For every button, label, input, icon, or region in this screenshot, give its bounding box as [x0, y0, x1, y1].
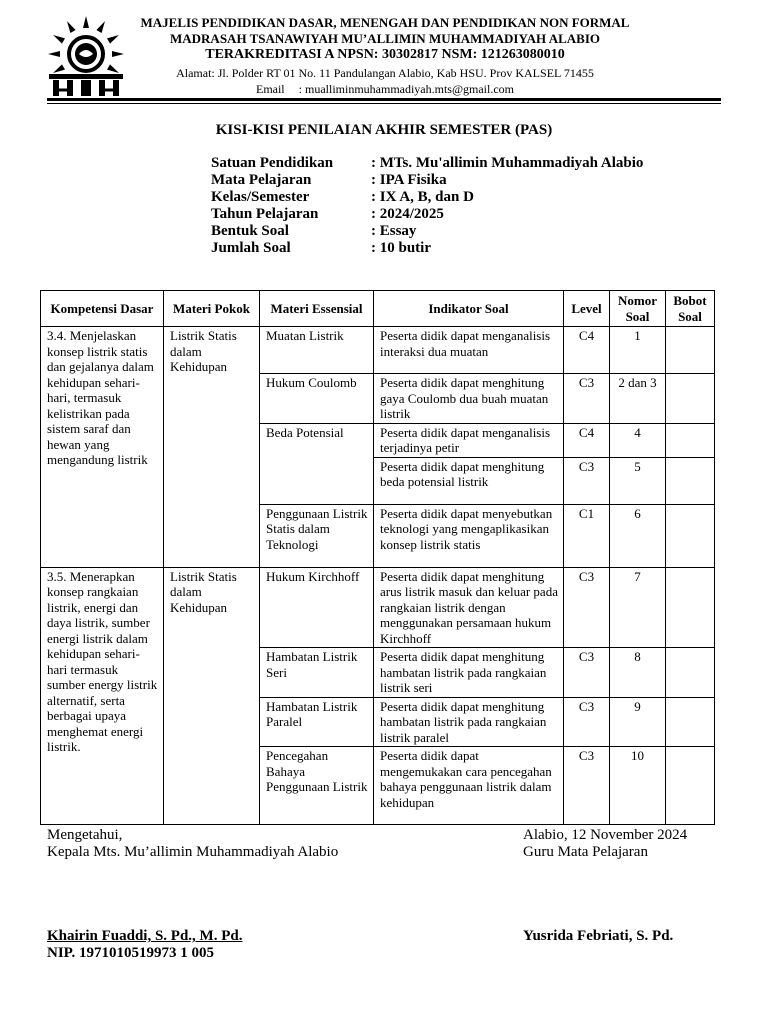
materi-essensial-cell: Hambatan Listrik Paralel [260, 697, 374, 747]
indikator-cell: Peserta didik dapat menyebutkan teknologi yang mengaplikasikan konsep listrik statis [374, 504, 564, 567]
materi-essensial-cell: Penggunaan Listrik Statis dalam Teknologi [260, 504, 374, 567]
nomor-cell: 6 [610, 504, 666, 567]
kisi-kisi-table [40, 290, 715, 825]
materi-essensial-cell: Beda Potensial [260, 423, 374, 504]
document-info-table [211, 155, 643, 257]
signature-left-line1: Mengetahui, [47, 827, 123, 843]
level-cell: C3 [564, 374, 610, 424]
materi-pokok-cell: Listrik Statis dalam Kehidupan [164, 567, 260, 825]
info-value: : IPA Fisika [371, 172, 447, 188]
nomor-cell: 5 [610, 457, 666, 504]
indikator-cell: Peserta didik dapat menghitung hambatan listrik pada rangkaian listrik paralel [374, 697, 564, 747]
info-label: Tahun Pelajaran [211, 206, 319, 222]
bobot-cell [666, 327, 715, 374]
signature-left-heading [47, 827, 338, 861]
level-cell: C3 [564, 648, 610, 698]
muhammadiyah-logo-icon [43, 14, 129, 98]
bobot-cell [666, 648, 715, 698]
level-cell: C1 [564, 504, 610, 567]
bobot-cell [666, 504, 715, 567]
materi-essensial-cell: Hukum Kirchhoff [260, 567, 374, 648]
nomor-cell: 9 [610, 697, 666, 747]
header-level: Level [564, 291, 610, 327]
level-cell: C3 [564, 567, 610, 648]
bobot-cell [666, 567, 715, 648]
header-indikator-soal: Indikator Soal [374, 291, 564, 327]
table-header-row [41, 291, 715, 327]
headmaster-nip: NIP. 1971010519973 1 005 [47, 945, 214, 961]
email-value: : mualliminmuhammadiyah.mts@gmail.com [298, 82, 515, 96]
materi-essensial-cell: Hukum Coulomb [260, 374, 374, 424]
nomor-cell: 2 dan 3 [610, 374, 666, 424]
info-row [211, 172, 643, 189]
nomor-cell: 8 [610, 648, 666, 698]
info-value: : Essay [371, 223, 417, 239]
header-divider-thick [47, 98, 721, 101]
nomor-cell: 1 [610, 327, 666, 374]
accreditation-line: TERAKREDITASI A NPSN: 30302817 NSM: 121263080010 [205, 47, 565, 62]
info-value: : 2024/2025 [371, 206, 444, 222]
info-label: Kelas/Semester [211, 189, 310, 205]
teacher-name: Yusrida Febriati, S. Pd. [523, 928, 674, 944]
table-row [41, 567, 715, 648]
materi-pokok-cell: Listrik Statis dalam Kehidupan [164, 327, 260, 568]
email-label: Email [255, 82, 285, 96]
bobot-cell [666, 747, 715, 825]
indikator-cell: Peserta didik dapat menghitung arus listrik masuk dan keluar pada rangkaian listrik dengan menggunakan persamaan hukum Kirchhoff [374, 567, 564, 648]
nomor-cell: 7 [610, 567, 666, 648]
header-materi-pokok: Materi Pokok [164, 291, 260, 327]
signature-left-block [47, 928, 242, 962]
signature-right-line2: Guru Mata Pelajaran [523, 844, 648, 860]
nomor-cell: 10 [610, 747, 666, 825]
signature-right-block [523, 928, 673, 945]
address-line: Alamat: Jl. Polder RT 01 No. 11 Pandulangan Alabio, Kab HSU. Prov KALSEL 71455 [176, 66, 594, 80]
info-label: Jumlah Soal [211, 240, 291, 256]
institution-header-line1: MAJELIS PENDIDIKAN DASAR, MENENGAH DAN PENDIDIKAN NON FORMAL [140, 15, 630, 30]
document-title: KISI-KISI PENILAIAN AKHIR SEMESTER (PAS) [215, 122, 553, 138]
materi-essensial-cell: Muatan Listrik [260, 327, 374, 374]
info-row [211, 240, 643, 257]
level-cell: C3 [564, 697, 610, 747]
headmaster-name: Khairin Fuaddi, S. Pd., M. Pd. [47, 928, 243, 944]
level-cell: C3 [564, 457, 610, 504]
info-row [211, 223, 643, 240]
header-bobot-soal: Bobot Soal [666, 291, 715, 327]
info-row [211, 189, 643, 206]
info-label: Satuan Pendidikan [211, 155, 334, 171]
indikator-cell: Peserta didik dapat menghitung gaya Coulomb dua buah muatan listrik [374, 374, 564, 424]
info-row [211, 206, 643, 223]
level-cell: C4 [564, 423, 610, 457]
indikator-cell: Peserta didik dapat menganalisis terjadinya petir [374, 423, 564, 457]
info-value: : MTs. Mu'allimin Muhammadiyah Alabio [371, 155, 644, 171]
table-row [41, 327, 715, 374]
header-kompetensi-dasar: Kompetensi Dasar [41, 291, 164, 327]
bobot-cell [666, 374, 715, 424]
indikator-cell: Peserta didik dapat mengemukakan cara pencegahan bahaya penggunaan listrik dalam kehidupan [374, 747, 564, 825]
header-divider-thin [47, 103, 721, 104]
kompetensi-dasar-cell: 3.4. Menjelaskan konsep listrik statis dan gejalanya dalam kehidupan sehari-hari, termasuk kelistrikan pada sistem saraf dan hewan yang mengandung listrik [41, 327, 164, 568]
nomor-cell: 4 [610, 423, 666, 457]
level-cell: C4 [564, 327, 610, 374]
header-nomor-soal: Nomor Soal [610, 291, 666, 327]
info-label: Mata Pelajaran [211, 172, 312, 188]
kompetensi-dasar-cell: 3.5. Menerapkan konsep rangkaian listrik, energi dan daya listrik, sumber energi listrik dalam kehidupan sehari-hari termasuk sumber energy listrik alternatif, serta berbagai upaya menghemat energi listrik. [41, 567, 164, 825]
info-label: Bentuk Soal [211, 223, 289, 239]
signature-right-heading [523, 827, 687, 861]
materi-essensial-cell: Pencegahan Bahaya Penggunaan Listrik [260, 747, 374, 825]
indikator-cell: Peserta didik dapat menganalisis interaksi dua muatan [374, 327, 564, 374]
signature-left-line2: Kepala Mts. Mu’allimin Muhammadiyah Alabio [47, 844, 339, 860]
bobot-cell [666, 697, 715, 747]
indikator-cell: Peserta didik dapat menghitung beda potensial listrik [374, 457, 564, 504]
header-materi-essensial: Materi Essensial [260, 291, 374, 327]
info-value: : IX A, B, dan D [371, 189, 474, 205]
level-cell: C3 [564, 747, 610, 825]
info-value: : 10 butir [371, 240, 431, 256]
institution-header-line2: MADRASAH TSANAWIYAH MU’ALLIMIN MUHAMMADIYAH ALABIO [170, 31, 600, 46]
indikator-cell: Peserta didik dapat menghitung hambatan listrik pada rangkaian listrik seri [374, 648, 564, 698]
signature-right-line1: Alabio, 12 November 2024 [523, 827, 688, 843]
bobot-cell [666, 423, 715, 457]
bobot-cell [666, 457, 715, 504]
info-row [211, 155, 643, 172]
email-line [140, 82, 630, 97]
materi-essensial-cell: Hambatan Listrik Seri [260, 648, 374, 698]
